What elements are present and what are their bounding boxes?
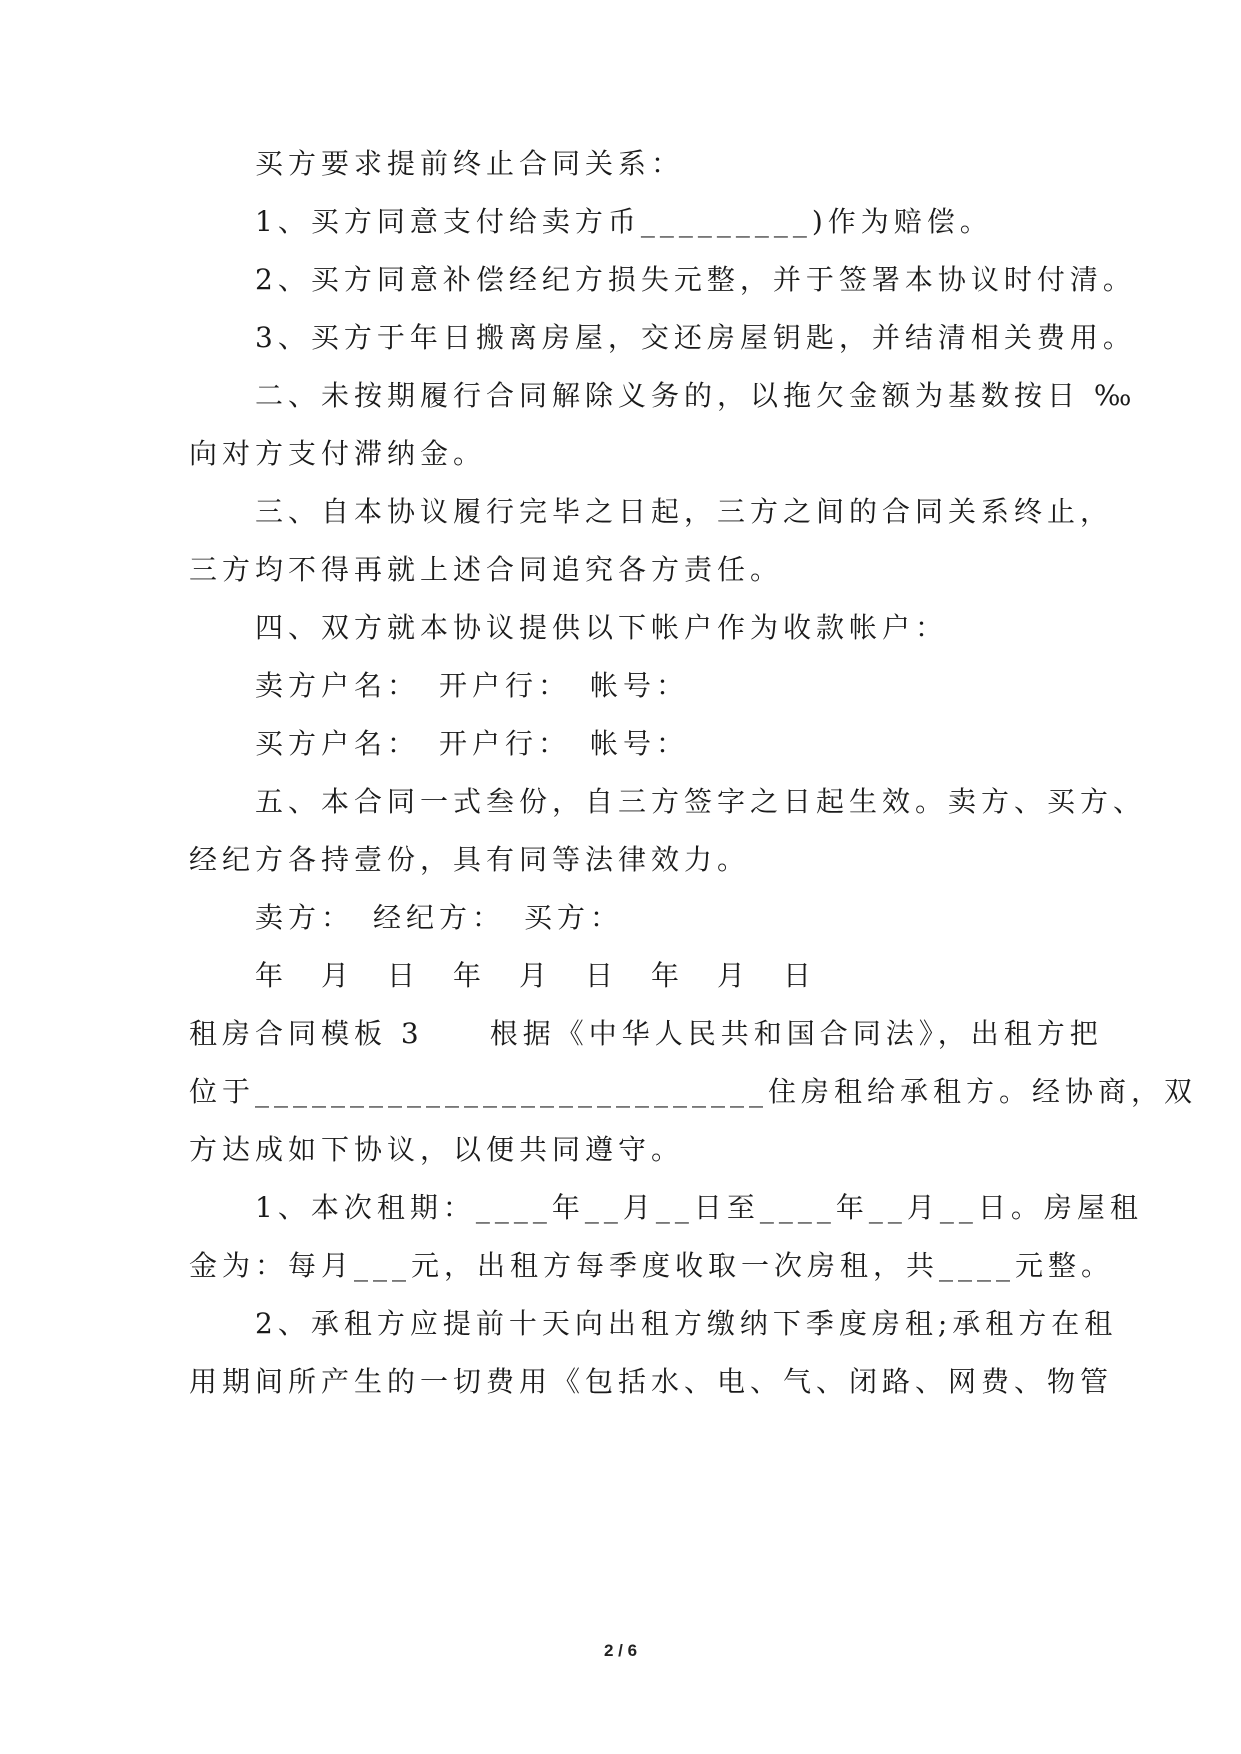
text-line: 租房合同模板 3 根据《中华人民共和国合同法》，出租方把 [189, 1017, 1103, 1050]
text-line: 卖方户名： 开户行： 帐号： [189, 669, 690, 702]
text-line: 2、承租方应提前十天向出租方缴纳下季度房租;承租方在租 [189, 1307, 1118, 1340]
text-line: 年 月 日 年 月 日 年 月 日 [189, 959, 817, 992]
text-line: 3、买方于年日搬离房屋，交还房屋钥匙，并结清相关费用。 [189, 321, 1136, 354]
text-line: 三、自本协议履行完毕之日起，三方之间的合同关系终止， [189, 495, 1114, 528]
text-line: 三方均不得再就上述合同追究各方责任。 [189, 553, 784, 586]
text-line: 卖方： 经纪方： 买方： [189, 901, 624, 934]
text-line: 2、买方同意补偿经纪方损失元整，并于签署本协议时付清。 [189, 263, 1136, 296]
text-line: 二、未按期履行合同解除义务的，以拖欠金额为基数按日 ‰ [189, 379, 1137, 412]
page-number: 2 / 6 [603, 1641, 638, 1660]
text-line: 五、本合同一式叁份，自三方签字之日起生效。卖方、买方、 [189, 785, 1147, 818]
text-line: 买方户名： 开户行： 帐号： [189, 727, 690, 760]
text-line: 用期间所产生的一切费用《包括水、电、气、闭路、网费、物管 [189, 1365, 1114, 1398]
text-line: 1、本次租期：____年__月__日至____年__月__日。房屋租 [189, 1191, 1143, 1224]
text-line: 向对方支付滞纳金。 [189, 437, 487, 470]
text-line: 经纪方各持壹份，具有同等法律效力。 [189, 843, 751, 876]
text-line: 方达成如下协议，以便共同遵守。 [189, 1133, 685, 1166]
text-line: 位于___________________________住房租给承租方。经协商，双 [189, 1075, 1198, 1108]
text-line: 四、双方就本协议提供以下帐户作为收款帐户： [189, 611, 949, 644]
text-line: 1、买方同意支付给卖方币_________)作为赔偿。 [189, 205, 993, 238]
text-line: 金为：每月___元，出租方每季度收取一次房租，共____元整。 [189, 1249, 1115, 1282]
text-line: 买方要求提前终止合同关系： [189, 147, 685, 180]
